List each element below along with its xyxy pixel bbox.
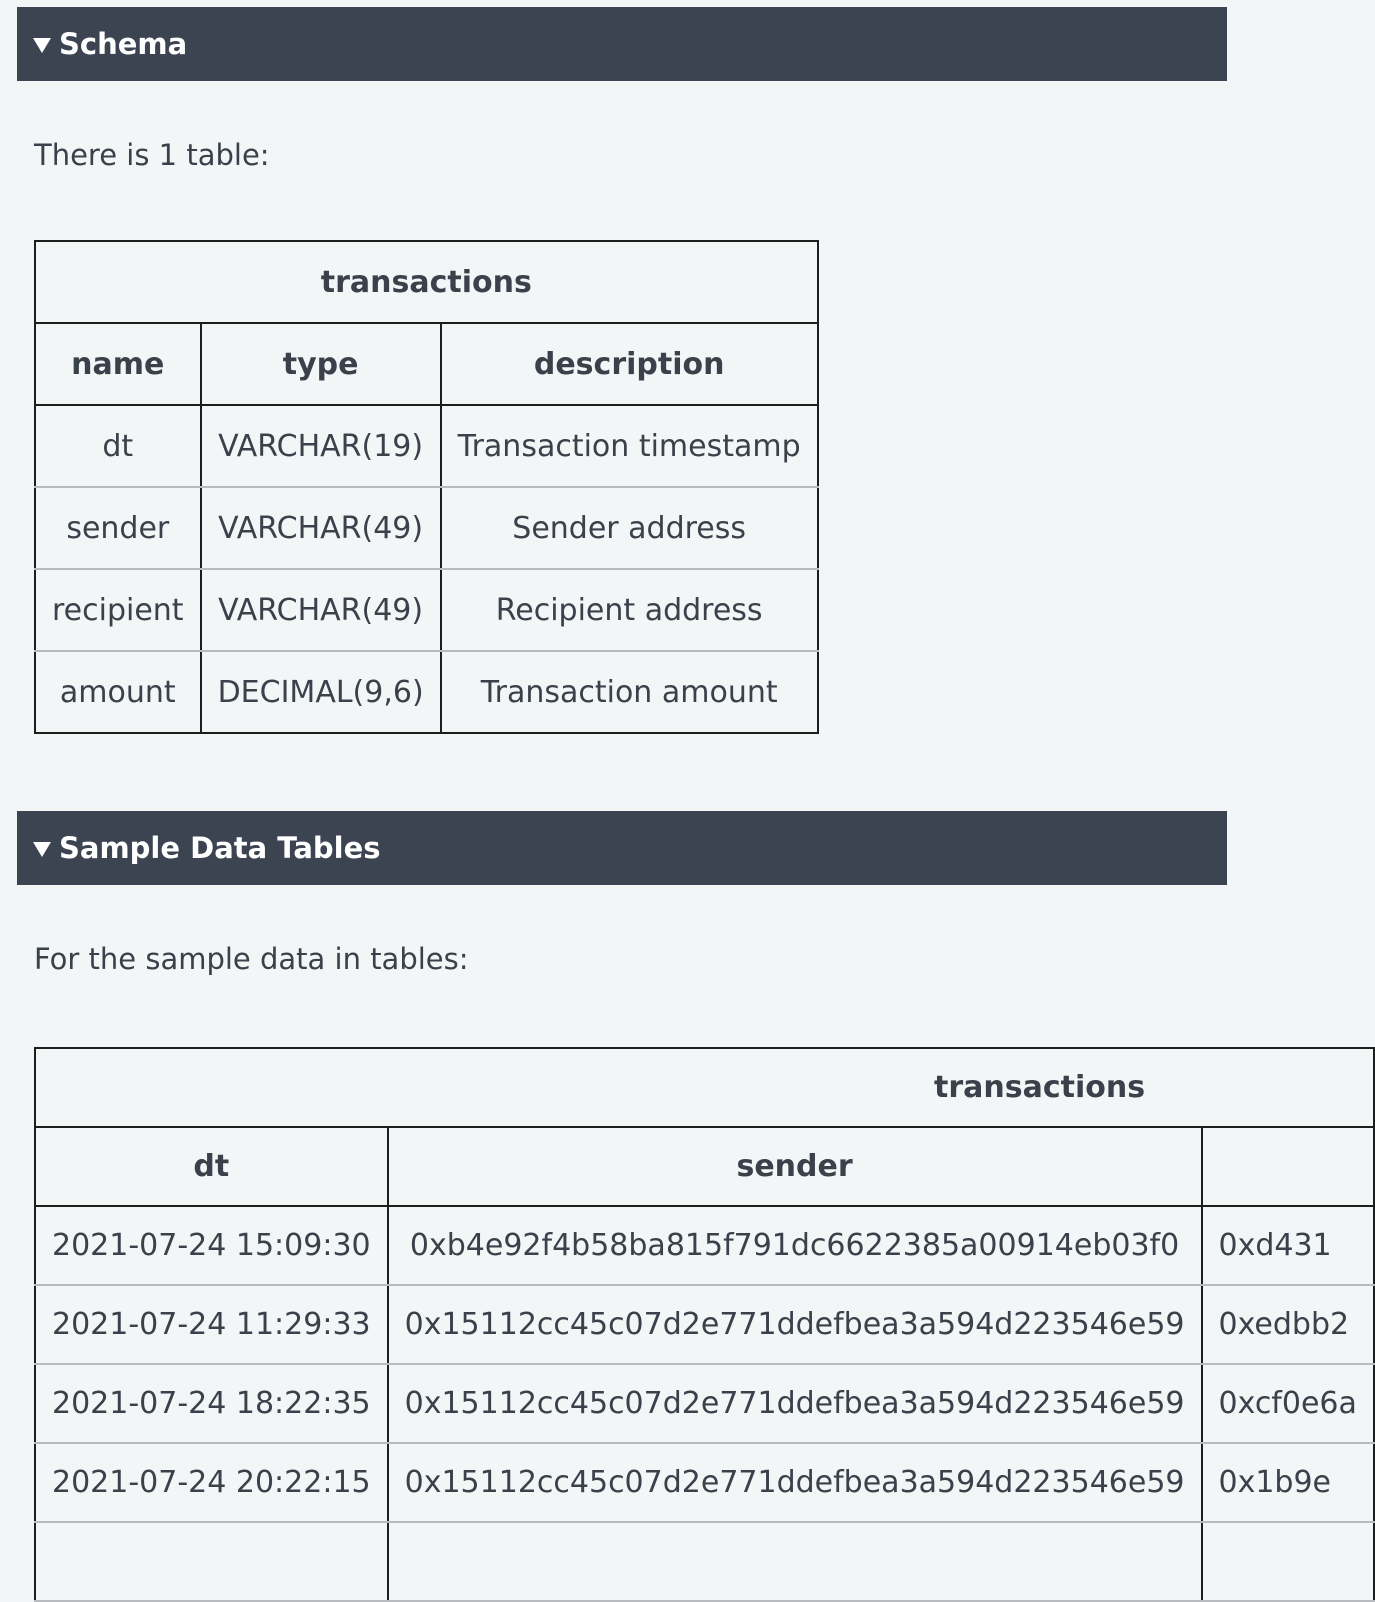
sample-cell: 0x1b9e — [1202, 1443, 1374, 1522]
schema-cell: dt — [35, 405, 201, 487]
table-row — [35, 405, 818, 487]
schema-header-name: name — [35, 323, 201, 405]
sample-cell: 0x15112cc45c07d2e771ddefbea3a594d223546e59 — [388, 1364, 1202, 1443]
schema-cell: DECIMAL(9,6) — [201, 651, 441, 733]
sample-cell: 0xd431 — [1202, 1206, 1374, 1285]
schema-cell: Transaction timestamp — [441, 405, 818, 487]
sample-header-sender: sender — [388, 1127, 1202, 1206]
schema-header-type: type — [201, 323, 441, 405]
schema-table — [34, 240, 819, 734]
schema-cell: VARCHAR(19) — [201, 405, 441, 487]
table-row — [35, 569, 818, 651]
sample-header-recipient — [1202, 1127, 1374, 1206]
table-row — [35, 1206, 1374, 1285]
schema-cell: Sender address — [441, 487, 818, 569]
table-row — [35, 1364, 1374, 1443]
schema-cell: sender — [35, 487, 201, 569]
schema-cell: Transaction amount — [441, 651, 818, 733]
sample-cell: 0xcf0e6a — [1202, 1364, 1374, 1443]
table-row — [35, 487, 818, 569]
schema-section-toggle[interactable] — [17, 7, 1227, 81]
schema-header-description: description — [441, 323, 818, 405]
sample-intro: For the sample data in tables: — [34, 942, 469, 976]
sample-cell: 2021-07-24 18:22:35 — [35, 1364, 388, 1443]
caret-down-icon — [33, 38, 51, 53]
sample-cell: 0x15112cc45c07d2e771ddefbea3a594d223546e59 — [388, 1443, 1202, 1522]
schema-cell: VARCHAR(49) — [201, 487, 441, 569]
caret-down-icon — [33, 842, 51, 857]
sample-cell: 2021-07-24 20:22:15 — [35, 1443, 388, 1522]
table-row — [35, 1522, 1374, 1601]
sample-cell: 0x15112cc45c07d2e771ddefbea3a594d223546e59 — [388, 1285, 1202, 1364]
schema-cell: recipient — [35, 569, 201, 651]
sample-cell: 0xb4e92f4b58ba815f791dc6622385a00914eb03f0 — [388, 1206, 1202, 1285]
sample-cell: 0xedbb2 — [1202, 1285, 1374, 1364]
sample-cell — [35, 1522, 388, 1601]
schema-intro: There is 1 table: — [34, 138, 270, 172]
table-row — [35, 651, 818, 733]
sample-header-dt: dt — [35, 1127, 388, 1206]
schema-cell: Recipient address — [441, 569, 818, 651]
sample-cell — [388, 1522, 1202, 1601]
sample-cell — [1202, 1522, 1374, 1601]
sample-section-toggle[interactable] — [17, 811, 1227, 885]
sample-table — [34, 1047, 1375, 1602]
sample-cell: 2021-07-24 15:09:30 — [35, 1206, 388, 1285]
schema-table-title: transactions — [35, 241, 818, 323]
schema-cell: amount — [35, 651, 201, 733]
sample-table-title: transactions — [35, 1048, 1374, 1127]
table-row — [35, 1285, 1374, 1364]
sample-cell: 2021-07-24 11:29:33 — [35, 1285, 388, 1364]
sample-section-title: Sample Data Tables — [59, 831, 381, 865]
schema-section-title: Schema — [59, 27, 188, 61]
table-row — [35, 1443, 1374, 1522]
schema-cell: VARCHAR(49) — [201, 569, 441, 651]
sample-table-scroll[interactable] — [34, 1047, 1357, 1567]
